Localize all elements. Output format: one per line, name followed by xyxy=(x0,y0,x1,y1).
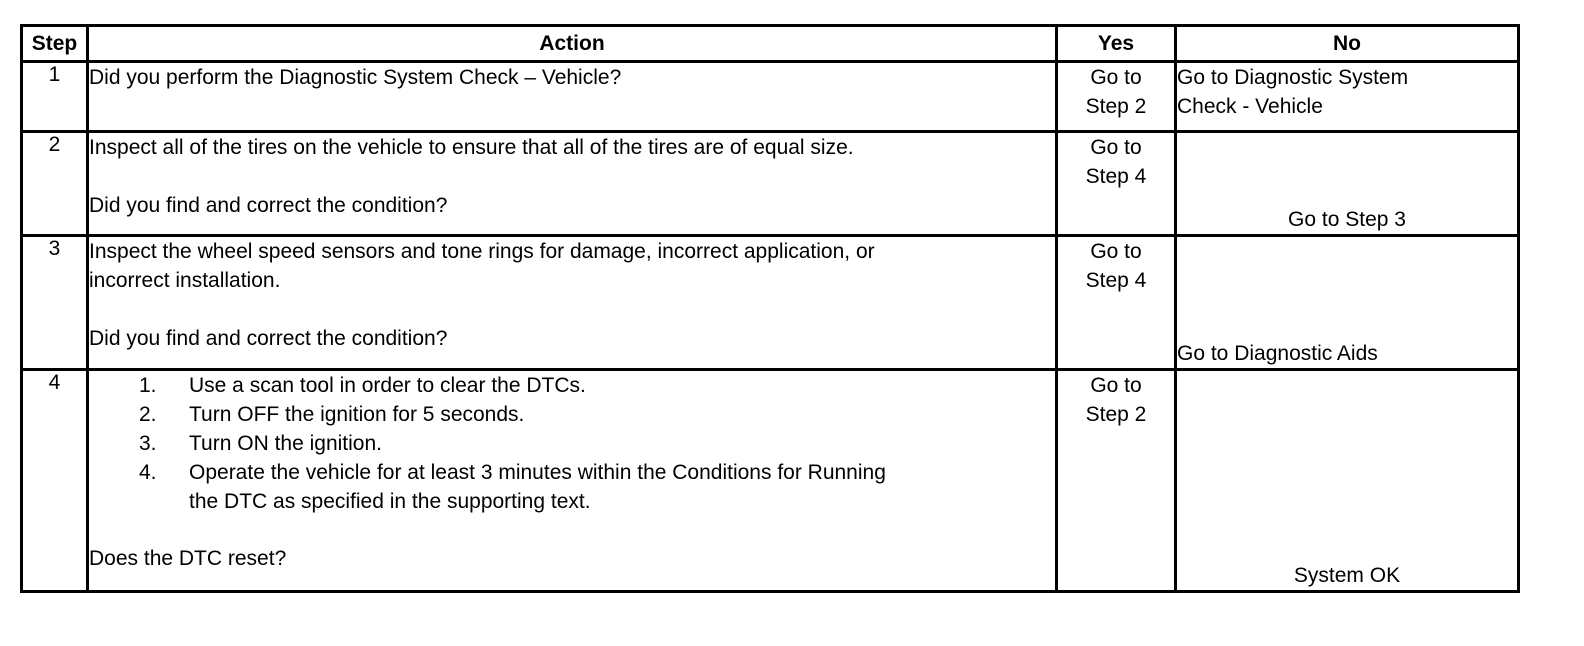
header-yes: Yes xyxy=(1057,26,1176,62)
diagnostic-table xyxy=(20,24,1520,593)
header-row xyxy=(22,26,1519,62)
action-cell xyxy=(88,62,1057,132)
action-cell xyxy=(88,236,1057,370)
action-question: Did you find and correct the condition? xyxy=(89,327,448,350)
no-cell xyxy=(1176,236,1519,370)
header-step: Step xyxy=(22,26,88,62)
no-line: Check - Vehicle xyxy=(1177,95,1323,118)
no-cell xyxy=(1176,132,1519,236)
action-instruction: Inspect all of the tires on the vehicle to ensure that all of the tires are of equal size. xyxy=(89,136,854,159)
step-number: 3 xyxy=(22,236,88,370)
step-number: 1 xyxy=(22,62,88,132)
no-cell xyxy=(1176,370,1519,592)
header-no: No xyxy=(1176,26,1519,62)
yes-line: Step 4 xyxy=(1085,269,1147,292)
substep-item: 2. Turn OFF the ignition for 5 seconds. xyxy=(139,403,525,426)
table-row xyxy=(22,370,1519,592)
yes-cell xyxy=(1057,132,1176,236)
action-instruction: Inspect the wheel speed sensors and tone rings for damage, incorrect application, or xyxy=(89,240,875,263)
step-number: 4 xyxy=(22,370,88,592)
action-question: Does the DTC reset? xyxy=(89,547,287,570)
yes-line: Go to xyxy=(1090,136,1142,159)
no-line: Go to Step 3 xyxy=(1288,208,1406,231)
header-action: Action xyxy=(88,26,1057,62)
yes-line: Step 4 xyxy=(1085,165,1147,188)
step-number: 2 xyxy=(22,132,88,236)
no-line: Go to Diagnostic System xyxy=(1177,66,1409,89)
yes-line: Go to xyxy=(1090,374,1142,397)
substep-item: 1. Use a scan tool in order to clear the DTCs. xyxy=(139,374,586,397)
action-question: Did you perform the Diagnostic System Check – Vehicle? xyxy=(89,66,622,89)
substep-item: 4. Operate the vehicle for at least 3 minutes within the Conditions for Running the DTC as specified in the supporting text. xyxy=(139,461,886,513)
no-cell xyxy=(1176,62,1519,132)
action-instruction: incorrect installation. xyxy=(89,269,281,292)
no-line: System OK xyxy=(1293,564,1401,587)
yes-cell xyxy=(1057,236,1176,370)
table-row xyxy=(22,132,1519,236)
table-row xyxy=(22,62,1519,132)
action-cell xyxy=(88,370,1057,592)
no-line: Go to Diagnostic Aids xyxy=(1177,342,1378,365)
substep-list xyxy=(89,371,1055,516)
substep-item: 3. Turn ON the ignition. xyxy=(139,432,382,455)
yes-line: Step 2 xyxy=(1085,403,1147,426)
yes-line: Go to xyxy=(1090,66,1142,89)
yes-cell xyxy=(1057,62,1176,132)
table-row xyxy=(22,236,1519,370)
action-question: Did you find and correct the condition? xyxy=(89,194,448,217)
yes-line: Go to xyxy=(1090,240,1142,263)
yes-cell xyxy=(1057,370,1176,592)
action-cell xyxy=(88,132,1057,236)
yes-line: Step 2 xyxy=(1085,95,1147,118)
